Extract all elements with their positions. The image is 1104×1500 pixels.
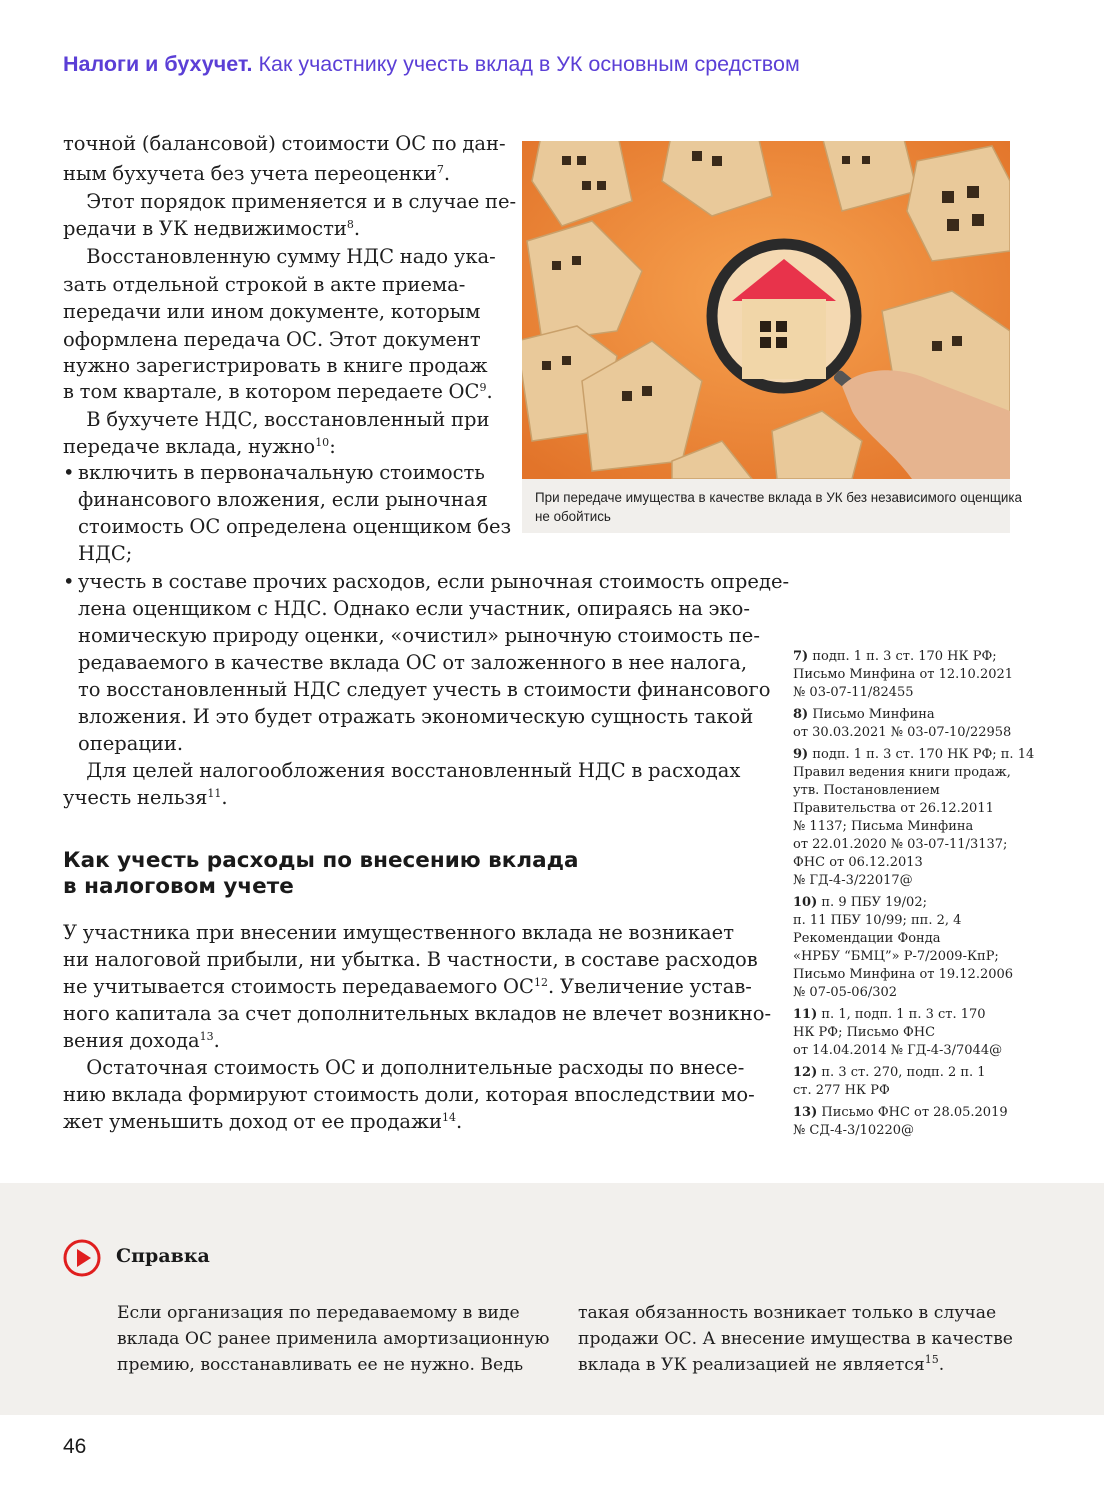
text-line: Этот порядок применяется и в случае пе- bbox=[63, 190, 517, 213]
text-line: Восстановленную сумму НДС надо ука- bbox=[63, 245, 496, 268]
footnote: 10) п. 9 ПБУ 19/02; п. 11 ПБУ 10/99; пп. 2, 4 Рекомендации Фонда «НРБУ “БМЦ”» Р-7/2009-КпР; Письмо Минфина от 19.12.2006 № 07-05-06/302 bbox=[793, 895, 1014, 1000]
photo-caption: При передаче имущества в качестве вклада в УК без независимого оценщика не обойтись bbox=[535, 490, 1022, 524]
text-line: зать отдельной строкой в акте приема- bbox=[63, 273, 466, 296]
illustration-svg bbox=[522, 141, 1010, 479]
spravka-col-2: такая обязанность возникает только в случае продажи ОС. А внесение имущества в качестве вклада в УК реализацией не является$^{15}$. bbox=[578, 1303, 1013, 1375]
text-line: точной (балансовой) стоимости ОС по дан- bbox=[63, 132, 506, 155]
footnote: 12) п. 3 ст. 270, подп. 2 п. 1 ст. 277 НК РФ bbox=[793, 1065, 986, 1098]
spravka-box bbox=[0, 1183, 1104, 1415]
play-circle-icon bbox=[62, 1238, 102, 1278]
footnote: 11) п. 1, подп. 1 п. 3 ст. 170 НК РФ; Письмо ФНС от 14.04.2014 № ГД-4-3/7044@ bbox=[793, 1007, 1003, 1058]
header-section: Налоги и бухучет. bbox=[63, 52, 253, 76]
footnote: 9) подп. 1 п. 3 ст. 170 НК РФ; п. 14 Правил ведения книги продаж, утв. Постановлением Правительства от 26.12.2011 № 1137; Письма Минфина от 22.01.2020 № 03-07-11/3137; ФНС от 06.12.2013 № ГД-4-3/22017@ bbox=[793, 747, 1035, 888]
running-header bbox=[63, 52, 1063, 77]
text-line: передачи или ином документе, которым bbox=[63, 300, 481, 323]
spravka-title: Справка bbox=[116, 1245, 210, 1267]
footnote: 7) подп. 1 п. 3 ст. 170 НК РФ; Письмо Минфина от 12.10.2021 № 03-07-11/82455 bbox=[793, 649, 1014, 700]
spravka-col-1: Если организация по передаваемому в виде вклада ОС ранее применила амортизационную премию, восстанавливать ее не нужно. Ведь bbox=[117, 1303, 550, 1375]
footnotes bbox=[793, 648, 1035, 1144]
section-heading: Как учесть расходы по внесению вклада в налоговом учете bbox=[63, 848, 579, 899]
text-line: редачи в УК недвижимости$^8$. bbox=[63, 217, 361, 240]
text-line: передаче вклада, нужно$^{10}$: bbox=[63, 435, 336, 458]
text-line: в том квартале, в котором передаете $ОС^9$. bbox=[63, 380, 493, 403]
text-line: ным бухучета без учета переоценки$^7$. bbox=[63, 162, 451, 185]
photo-houses-magnifier bbox=[522, 141, 1010, 479]
header-title: Как участнику учесть вклад в УК основным средством bbox=[258, 52, 800, 76]
footnote: 13) Письмо ФНС от 28.05.2019 № СД-4-3/10220@ bbox=[793, 1105, 1008, 1138]
bullet-marker: • bbox=[63, 570, 75, 593]
text-line: нужно зарегистрировать в книге продаж bbox=[63, 354, 488, 377]
bullet-marker: • bbox=[63, 461, 75, 484]
text-line: оформлена передача ОС. Этот документ bbox=[63, 328, 481, 351]
page-number: 46 bbox=[63, 1435, 87, 1458]
footnote: 8) Письмо Минфина от 30.03.2021 № 03-07-10/22958 bbox=[793, 707, 1012, 740]
text-line: В бухучете НДС, восстановленный при bbox=[63, 408, 490, 431]
